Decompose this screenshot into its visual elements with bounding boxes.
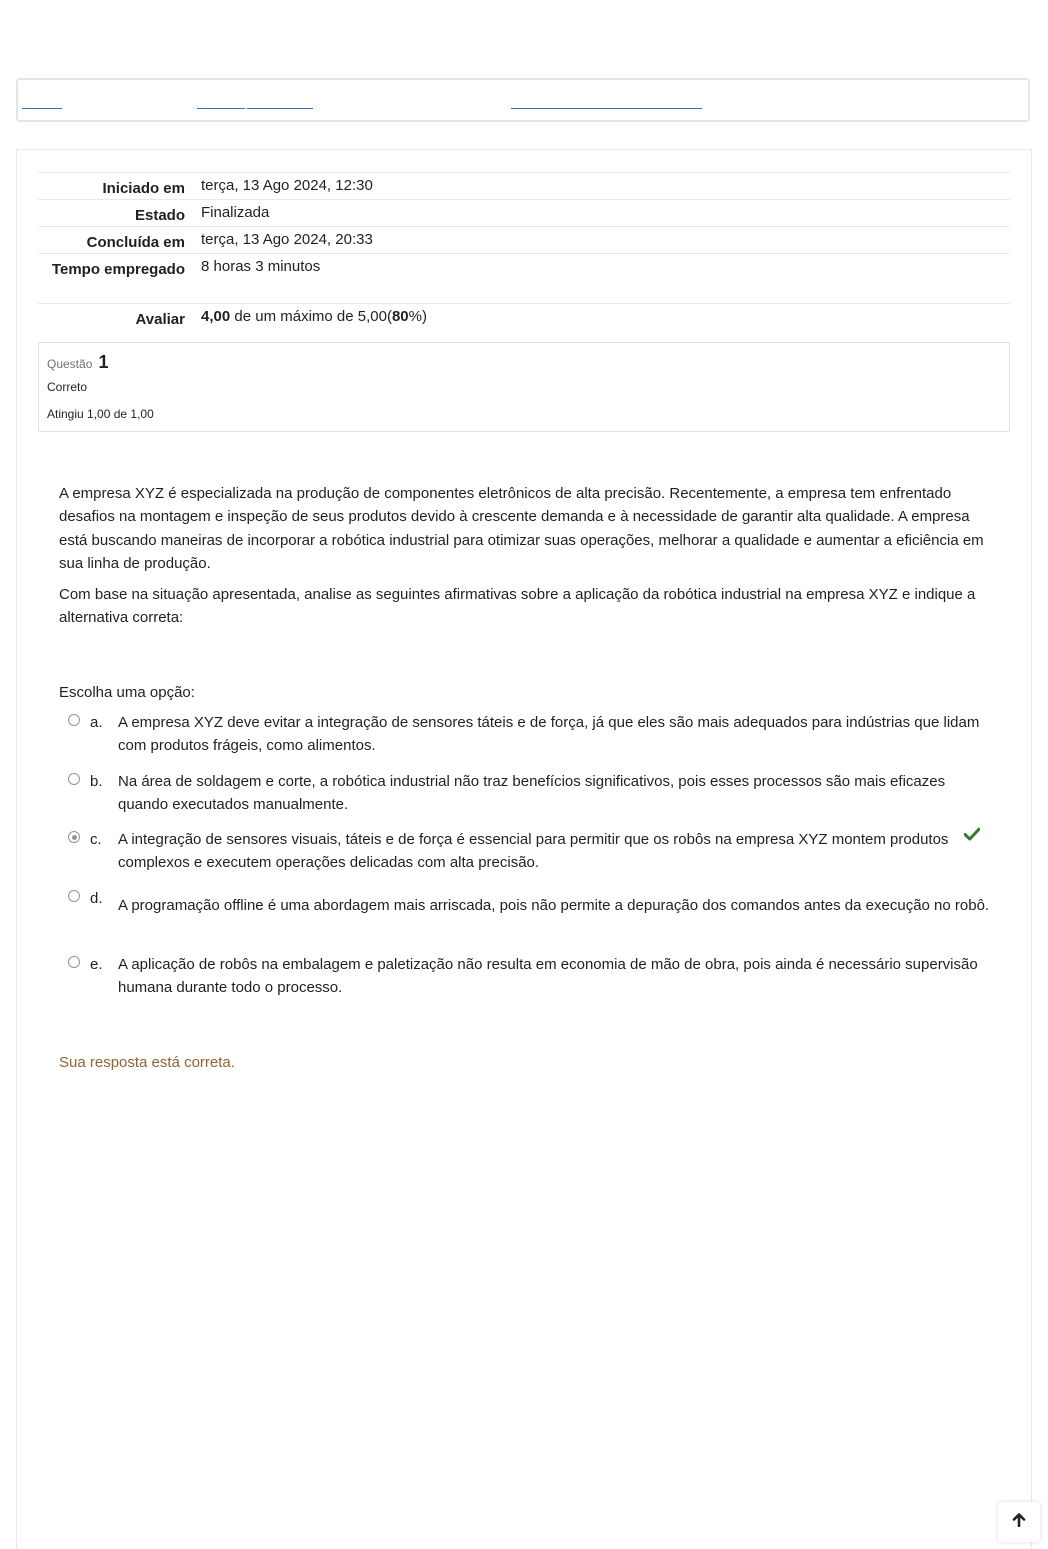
grade-score: 4,00 <box>201 308 231 325</box>
radio-button[interactable] <box>68 956 80 968</box>
option-letter: e. <box>90 956 103 973</box>
summary-label: Iniciado em <box>102 180 185 197</box>
option-letter: d. <box>90 890 103 907</box>
radio-button[interactable] <box>68 890 80 902</box>
arrow-up-icon <box>1012 1513 1026 1531</box>
attempt-summary-table <box>38 172 1010 330</box>
question-text <box>59 482 994 638</box>
breadcrumb-link-3[interactable] <box>247 108 313 109</box>
question-label: Questão <box>47 357 93 371</box>
back-to-top-button[interactable] <box>998 1502 1040 1542</box>
radio-button[interactable] <box>68 714 80 726</box>
summary-row-grade <box>38 303 1010 330</box>
breadcrumb <box>16 78 1030 122</box>
option-text: A integração de sensores visuais, táteis e de força é essencial para permitir que os robôs na empresa XYZ montem produtos complexos e executem operações delicadas com alta precisão. <box>118 831 949 872</box>
question-paragraph-1: A empresa XYZ é especializada na produção de componentes eletrônicos de alta precisão. Recentemente, a empresa tem enfrentado desafios na montagem e inspeção de seus produtos devido à crescente demanda e à necessidade de garantir alta qualidade. A empresa está buscando maneiras de incorporar a robótica industrial para otimizar suas operações, melhorar a qualidade e aumentar a eficiência em sua linha de produção. <box>59 485 984 572</box>
option-letter: a. <box>90 714 103 731</box>
breadcrumb-link-2[interactable] <box>197 108 245 109</box>
radio-button-selected[interactable] <box>68 831 80 843</box>
question-info-box <box>38 342 1010 432</box>
breadcrumb-link-1[interactable] <box>22 108 62 109</box>
breadcrumb-link-4[interactable] <box>511 108 702 109</box>
option-text: Na área de soldagem e corte, a robótica industrial não traz benefícios significativos, pois esses processos são mais eficazes quando executados manualmente. <box>118 773 946 814</box>
summary-row-completed <box>38 226 1010 253</box>
summary-row-state <box>38 199 1010 226</box>
question-number: 1 <box>98 352 109 372</box>
summary-value: terça, 13 Ago 2024, 20:33 <box>201 231 373 248</box>
option-text: A empresa XYZ deve evitar a integração de sensores táteis e de força, já que eles são mais adequados para indústrias que lidam com produtos frágeis, como alimentos. <box>118 714 980 755</box>
option-text: A aplicação de robôs na embalagem e paletização não resulta em economia de mão de obra, pois ainda é necessário supervisão humana durante todo o processo. <box>118 956 978 997</box>
check-icon <box>964 825 980 846</box>
question-mark: Atingiu 1,00 de 1,00 <box>47 407 154 421</box>
summary-row-started <box>38 172 1010 199</box>
summary-grade-value <box>185 304 427 330</box>
summary-label: Concluída em <box>86 234 185 251</box>
summary-label: Tempo empregado <box>51 261 185 278</box>
summary-value: 8 horas 3 minutos <box>201 258 321 275</box>
option-text: A programação offline é uma abordagem mais arriscada, pois não permite a depuração dos comandos antes da execução no robô. <box>118 897 990 914</box>
grade-percent: 80 <box>391 308 409 325</box>
summary-row-time-taken <box>38 253 1010 303</box>
option-letter: c. <box>90 831 102 848</box>
question-state: Correto <box>47 380 88 394</box>
question-paragraph-2: Com base na situação apresentada, analise as seguintes afirmativas sobre a aplicação da robótica industrial na empresa XYZ e indique a alternativa correta: <box>59 586 976 627</box>
summary-label: Avaliar <box>135 311 185 328</box>
grade-end-text: %) <box>408 308 427 325</box>
summary-label: Estado <box>134 207 185 224</box>
summary-value: Finalizada <box>201 204 270 221</box>
summary-value: terça, 13 Ago 2024, 12:30 <box>201 177 373 194</box>
radio-button[interactable] <box>68 773 80 785</box>
feedback-text: Sua resposta está correta. <box>59 1054 235 1071</box>
option-letter: b. <box>90 773 103 790</box>
grade-mid-text: de um máximo de 5,00( <box>230 308 392 325</box>
answer-prompt: Escolha uma opção: <box>59 684 195 701</box>
